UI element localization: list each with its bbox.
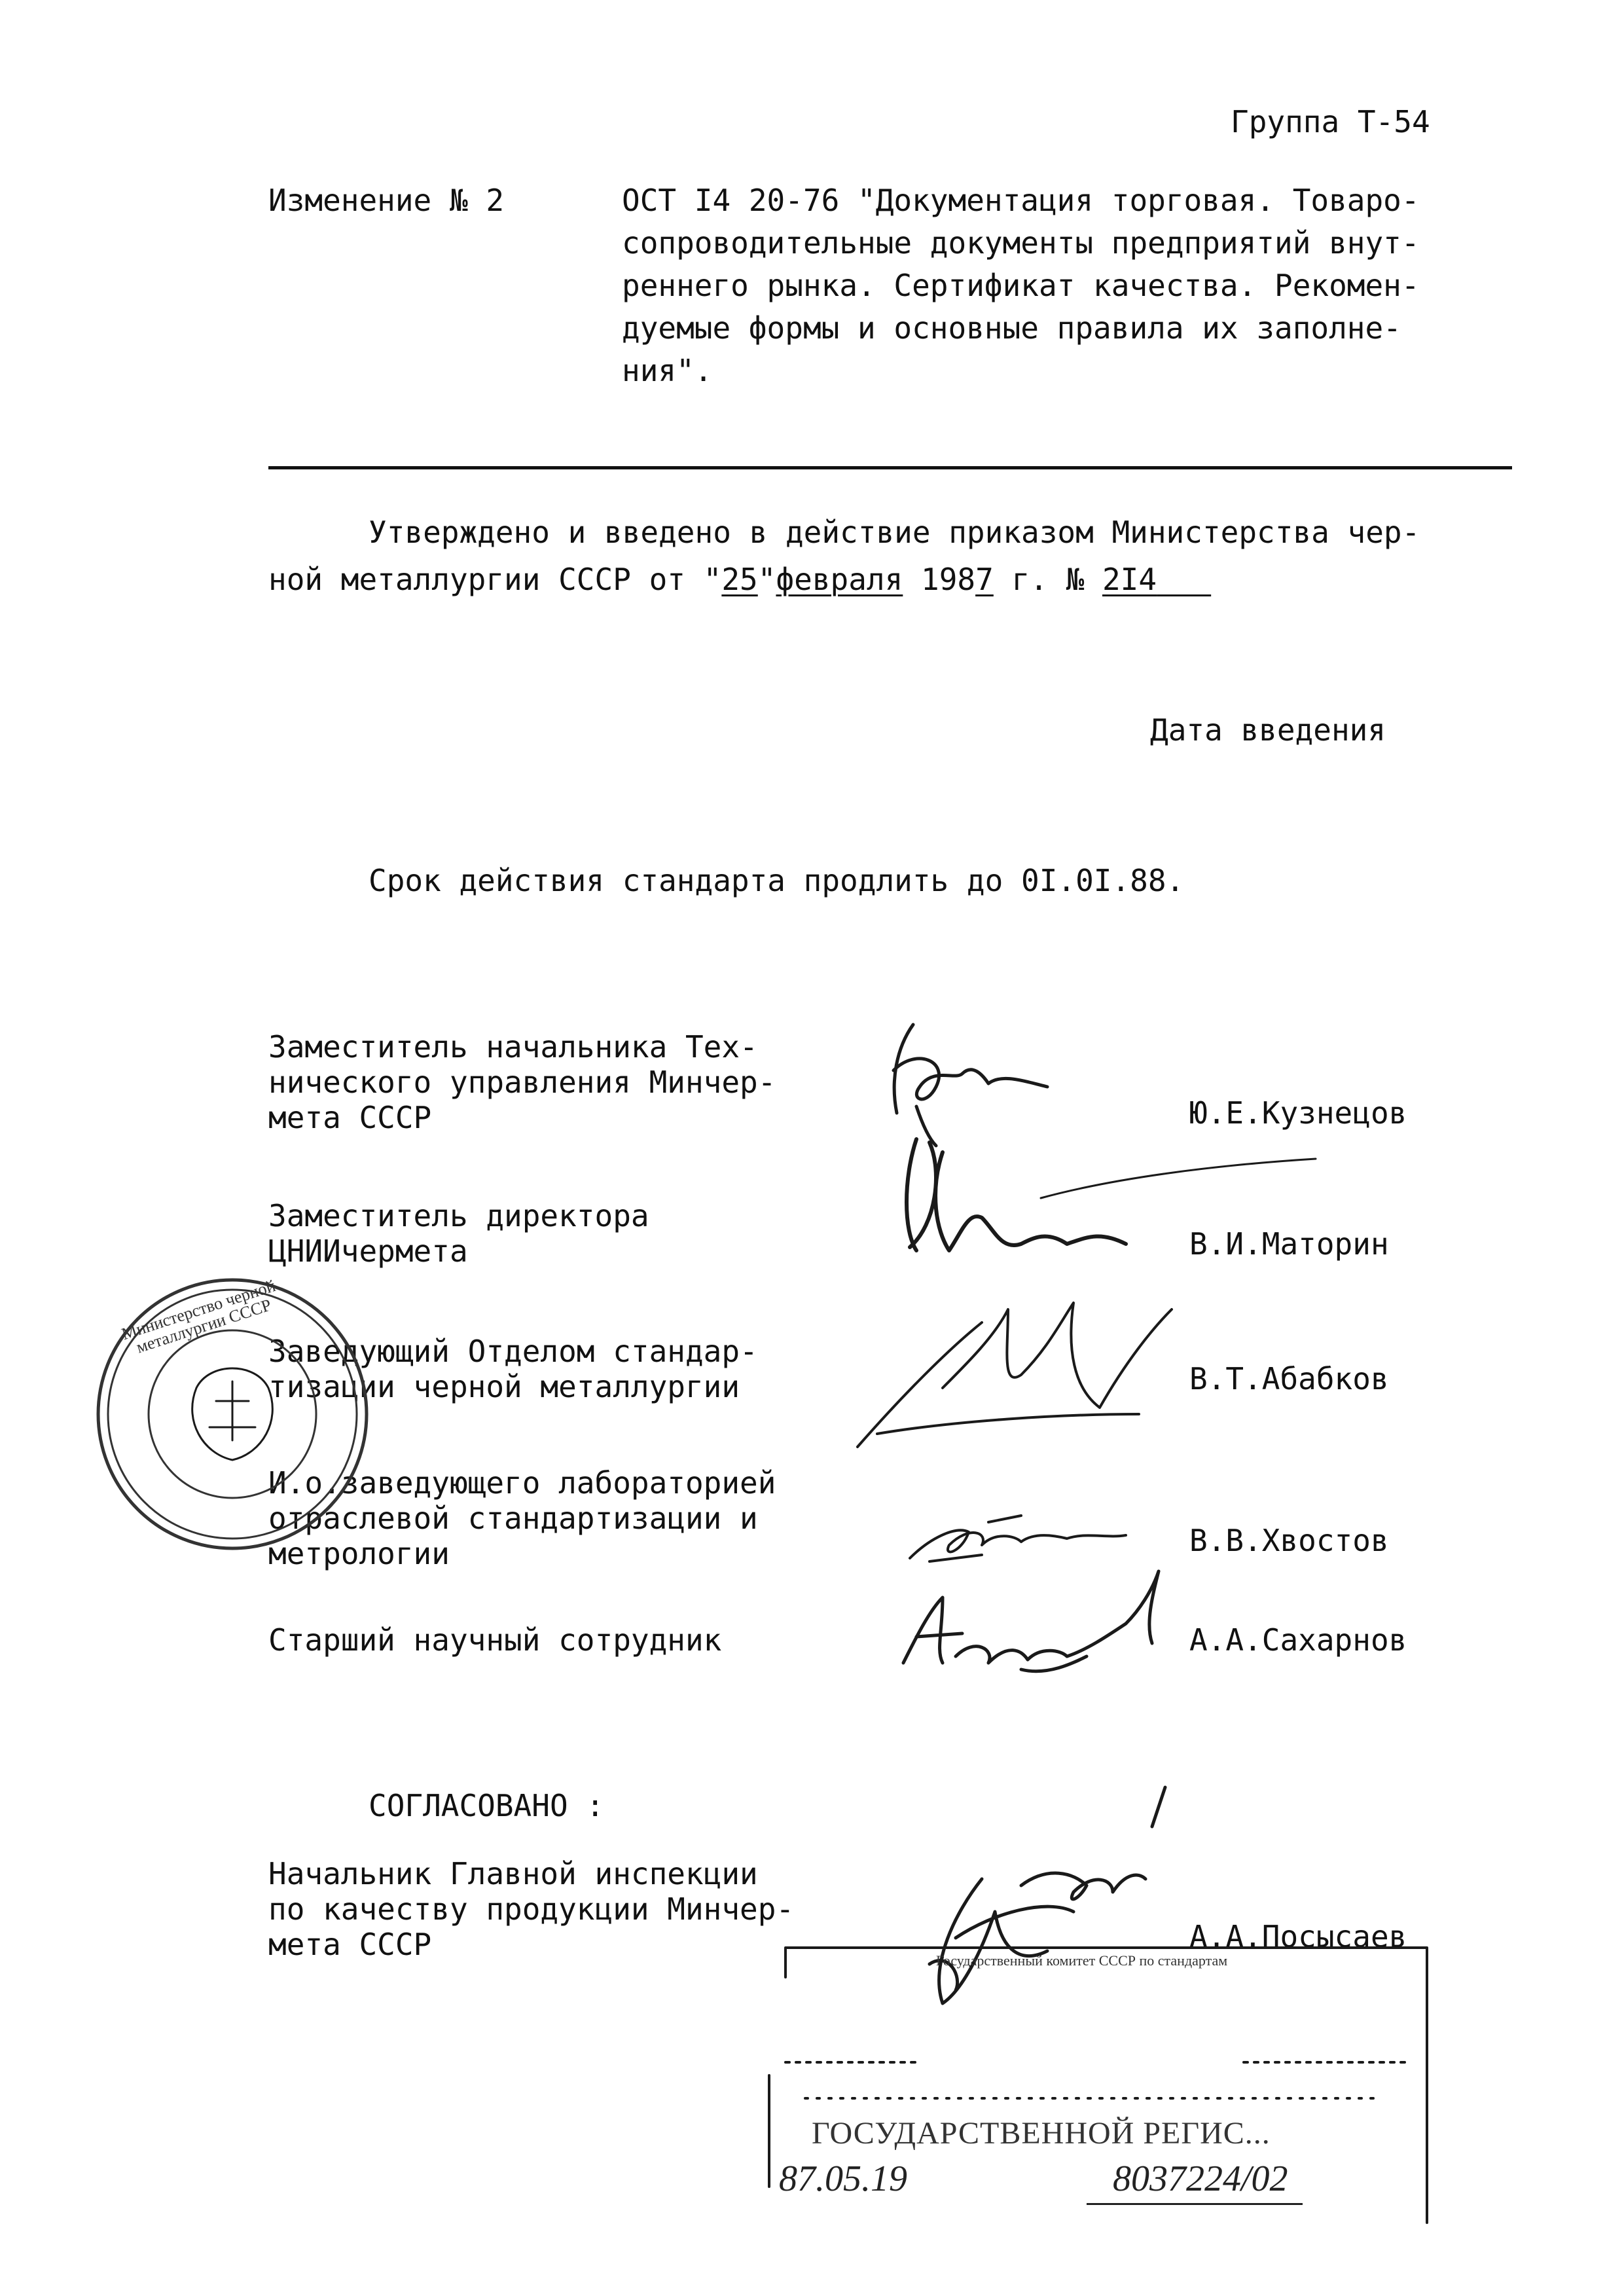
approval-year-digit: 7: [975, 562, 994, 597]
registry-stamp-number: 8037224/02: [1113, 2159, 1288, 2199]
agreed-title-line: Начальник Главной инспекции: [268, 1856, 758, 1891]
signatory-1-name: Ю.Е.Кузнецов: [1189, 1095, 1407, 1131]
change-title-line: сопроводительные документы предприятий внут-: [622, 225, 1420, 261]
signatory-title-line: Заместитель директора: [268, 1198, 649, 1233]
signatory-2-name: В.И.Маторин: [1189, 1226, 1389, 1262]
approval-prefix: ной металлургии СССР от ": [268, 562, 722, 597]
registry-stamp-date: 87.05.19: [779, 2159, 907, 2199]
change-title-line: дуемые формы и основные правила их заполне-: [622, 310, 1401, 346]
signatory-title-line: И.о.заведующего лабораторией: [268, 1465, 776, 1501]
registry-stamp-mid: ГОСУДАРСТВЕННОЙ РЕГИС...: [812, 2116, 1271, 2151]
approval-line-1: Утверждено и введено в действие приказом Министерства чер-: [369, 515, 1420, 550]
signature-ababkov: [857, 1303, 1172, 1447]
signatory-title-line: отраслевой стандартизации и: [268, 1501, 758, 1536]
approval-month: февраля: [776, 562, 903, 597]
agreed-title-line: по качеству продукции Минчер-: [268, 1891, 795, 1927]
validity-extension: Срок действия стандарта продлить до 0I.0I.88.: [369, 863, 1185, 898]
signatory-title-line: мета СССР: [268, 1100, 432, 1135]
change-title-line: реннего рынка. Сертификат качества. Рекомен-: [622, 268, 1420, 303]
signatory-5-name: А.А.Сахарнов: [1189, 1622, 1407, 1658]
signatory-title-line: нического управления Минчер-: [268, 1065, 776, 1100]
agreed-title-line: мета СССР: [268, 1927, 432, 1962]
agreed-name: А.А.Посысаев: [1189, 1919, 1407, 1954]
change-title-line: ОСТ I4 20-76 "Документация торговая. Товаро-: [622, 183, 1420, 218]
change-title-line: ния".: [622, 353, 713, 388]
change-label: Изменение № 2: [268, 183, 505, 218]
registry-stamp-top: Государственный комитет СССР по стандартам: [936, 1952, 1228, 1969]
signatory-title-line: Заведующий Отделом стандар-: [268, 1334, 758, 1369]
group-code: Группа Т-54: [1231, 104, 1430, 139]
approval-year-prefix: 198: [903, 562, 976, 597]
round-seal-text: Министерство черной металлургии СССР: [119, 1276, 278, 1357]
signatory-title-line: Заместитель начальника Тех-: [268, 1029, 758, 1065]
registry-number-underline: [1087, 2203, 1303, 2205]
signatory-5-title: Старший научный сотрудник: [268, 1622, 722, 1658]
signature-sakharnov: [903, 1571, 1159, 1671]
signatory-title-line: метрологии: [268, 1536, 450, 1571]
signature-posysaev: [929, 1787, 1165, 2003]
signature-khvostov: [910, 1516, 1126, 1561]
signatory-3-name: В.Т.Абабков: [1189, 1361, 1389, 1396]
signature-matorin: [907, 1139, 1316, 1250]
signatory-title-line: ЦНИИчермета: [268, 1233, 468, 1269]
approval-day: 25: [721, 562, 758, 597]
signatory-title-line: тизации черной металлургии: [268, 1369, 740, 1404]
approval-quote: ": [757, 562, 776, 597]
intro-date-label: Дата введения: [1150, 712, 1386, 748]
approval-number: 2I4: [1102, 562, 1157, 597]
signatory-4-name: В.В.Хвостов: [1189, 1523, 1389, 1558]
approval-year-suffix: г. №: [993, 562, 1102, 597]
agreed-heading: СОГЛАСОВАНО :: [369, 1788, 605, 1823]
signature-kuznetsov: [893, 1025, 1047, 1146]
